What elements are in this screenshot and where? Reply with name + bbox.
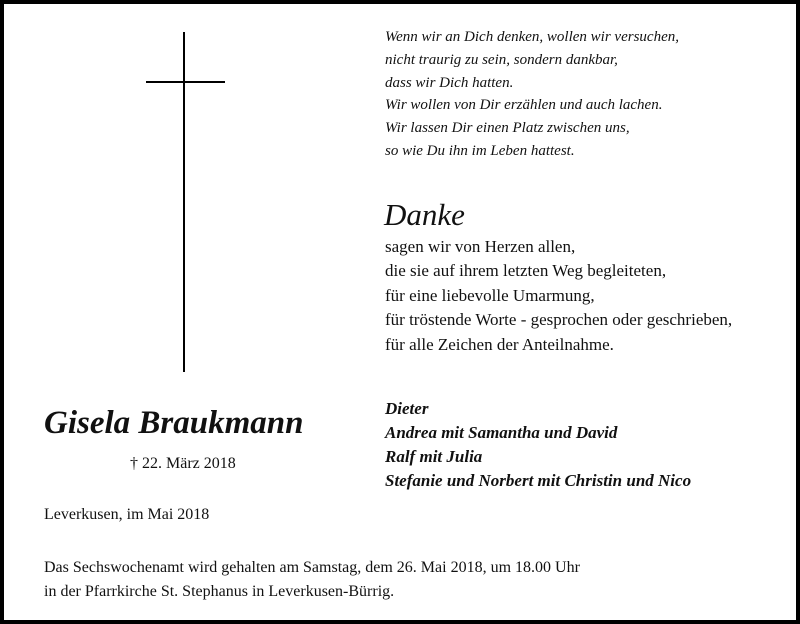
service-notice-line: in der Pfarrkirche St. Stephanus in Leverkusen-Bürrig. (44, 583, 395, 600)
poem-line: so wie Du ihn im Leben hattest. (385, 142, 575, 159)
deceased-name: Gisela Braukmann (44, 405, 304, 441)
service-notice-line: Das Sechswochenamt wird gehalten am Samstag, dem 26. Mai 2018, um 18.00 Uhr (44, 559, 580, 576)
signer: Ralf mit Julia (385, 447, 483, 466)
signer: Stefanie und Norbert mit Christin und Nico (385, 471, 692, 490)
poem-line: nicht traurig zu sein, sondern dankbar, (385, 51, 618, 68)
poem-line: Wir lassen Dir einen Platz zwischen uns, (385, 120, 630, 137)
signer: Andrea mit Samantha und David (385, 423, 618, 442)
poem-line: Wenn wir an Dich denken, wollen wir versuchen, (385, 29, 679, 45)
thanks-line: für eine liebevolle Umarmung, (385, 285, 595, 305)
thanks-line: die sie auf ihrem letzten Weg begleiteten, (385, 261, 667, 281)
death-date: † 22. März 2018 (130, 455, 236, 472)
cross-horizontal-bar (146, 81, 225, 83)
thanks-line: für alle Zeichen der Anteilnahme. (385, 334, 614, 354)
thanks-title: Danke (384, 197, 465, 232)
signer: Dieter (385, 399, 429, 418)
signers-list (385, 397, 790, 493)
service-notice (44, 556, 784, 604)
thanks-line: sagen wir von Herzen allen, (385, 237, 576, 256)
poem (385, 26, 785, 163)
poem-line: Wir wollen von Dir erzählen und auch lachen. (385, 97, 663, 114)
thanks-line: für tröstende Worte - gesprochen oder geschrieben, (385, 310, 733, 330)
poem-line: dass wir Dich hatten. (385, 74, 514, 91)
cross-vertical-bar (183, 32, 185, 372)
place-date: Leverkusen, im Mai 2018 (44, 506, 210, 523)
thanks-text (385, 235, 790, 357)
